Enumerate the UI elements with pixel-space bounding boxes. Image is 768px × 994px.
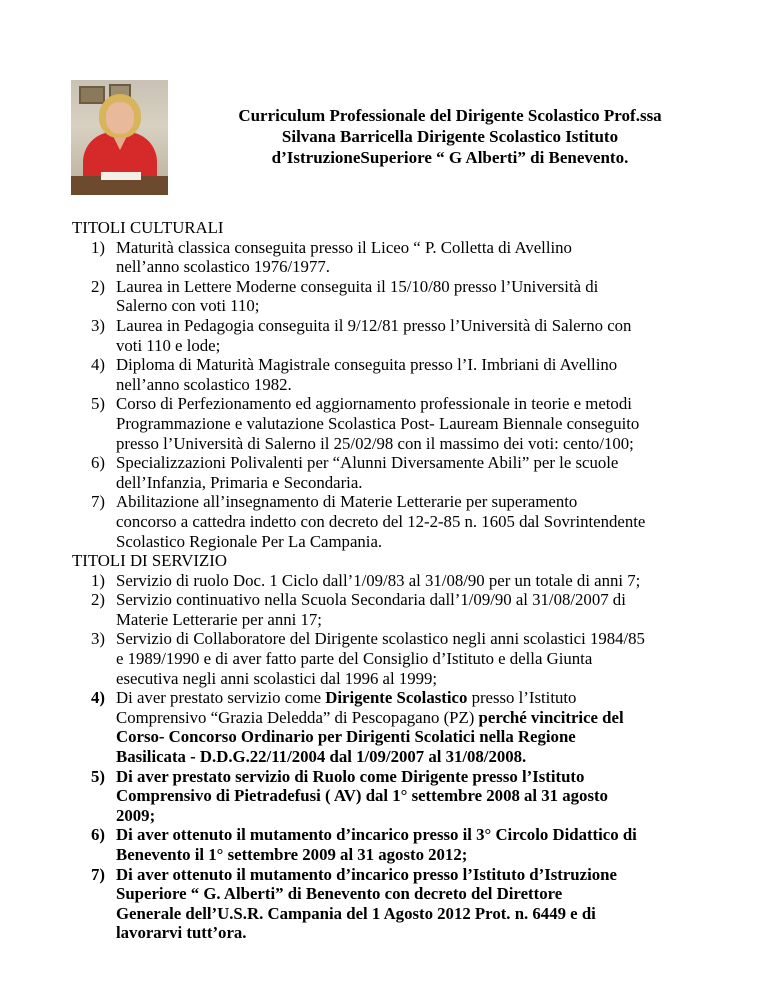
list-item-line: Abilitazione all’insegnamento di Materie Letterarie per superamento <box>116 492 578 512</box>
list-item-line: nell’anno scolastico 1976/1977. <box>116 257 330 277</box>
title-line: Silvana Barricella Dirigente Scolastico Istituto <box>281 127 619 146</box>
title-line: d’IstruzioneSuperiore “ G Alberti” di Benevento. <box>271 148 629 167</box>
list-item-line: Diploma di Maturità Magistrale conseguita presso l’I. Imbriani di Avellino <box>116 355 618 375</box>
section-heading: TITOLI CULTURALI <box>72 218 224 237</box>
list-item-number: 3) <box>91 315 105 335</box>
list-item <box>72 316 752 355</box>
list-item <box>72 453 752 492</box>
list-item <box>72 355 752 394</box>
list-item <box>72 825 752 864</box>
list-item-line <box>116 747 752 767</box>
list-item-line <box>116 688 752 708</box>
list-item-line: e 1989/1990 e di aver fatto parte del Consiglio d’Istituto e della Giunta <box>116 649 593 669</box>
list-item-line: 2009; <box>116 805 156 825</box>
list-item-number: 5) <box>91 394 105 414</box>
list-item-number: 6) <box>91 825 105 845</box>
list-item-number: 7) <box>91 492 105 512</box>
text-segment: Comprensivo “Grazia Deledda” di Pescopagano (PZ) <box>116 707 479 727</box>
list-item-line: nell’anno scolastico 1982. <box>116 374 292 394</box>
list-item-line: Di aver ottenuto il mutamento d’incarico presso il 3° Circolo Didattico di <box>116 825 637 845</box>
text-segment: perché vincitrice del <box>478 707 624 727</box>
list-item-number: 4) <box>91 355 105 375</box>
list-item-line <box>116 708 752 728</box>
photo-figure-face <box>106 102 134 134</box>
wall-frame <box>79 86 105 104</box>
list-item-line: Di aver ottenuto il mutamento d’incarico presso l’Istituto d’Istruzione <box>116 864 617 884</box>
list-item <box>72 277 752 316</box>
list-item-line: Servizio continuativo nella Scuola Secondaria dall’1/09/90 al 31/08/2007 di <box>116 590 626 610</box>
list-item <box>72 571 752 591</box>
list-item <box>72 629 752 688</box>
text-segment: Dirigente Scolastico <box>325 688 468 708</box>
list-item-line: Specializzazioni Polivalenti per “Alunni Diversamente Abili” per le scuole <box>116 453 619 473</box>
list-item-line: Comprensivo di Pietradefusi ( AV) dal 1° settembre 2008 al 31 agosto <box>116 786 608 806</box>
list-item-line: voti 110 e lode; <box>116 335 221 355</box>
list-item <box>72 394 752 453</box>
text-segment: Corso- Concorso Ordinario per Dirigenti Scolatici nella Regione <box>116 727 576 747</box>
list-item-line: Corso di Perfezionamento ed aggiornamento professionale in teorie e metodi <box>116 394 632 414</box>
document-title <box>200 105 700 168</box>
list-item-number: 1) <box>91 570 105 590</box>
list-item-line: lavorarvi tutt’ora. <box>116 923 247 943</box>
list-item-line: Servizio di ruolo Doc. 1 Ciclo dall’1/09/83 al 31/08/90 per un totale di anni 7; <box>116 570 641 590</box>
list-item-number: 3) <box>91 629 105 649</box>
list-item-line: Maturità classica conseguita presso il Liceo “ P. Colletta di Avellino <box>116 237 572 257</box>
list-item-number: 6) <box>91 453 105 473</box>
list-item-number: 5) <box>91 766 105 786</box>
list-item <box>72 590 752 629</box>
document-body <box>72 218 752 943</box>
profile-photo <box>71 80 168 195</box>
list-item-line: esecutiva negli anni scolastici dal 1996 al 1999; <box>116 668 438 688</box>
photo-paper <box>101 172 141 180</box>
text-segment: Di aver prestato servizio come <box>116 688 326 708</box>
list-item-line: Servizio di Collaboratore del Dirigente scolastico negli anni scolastici 1984/85 <box>116 629 645 649</box>
section-list <box>72 238 752 552</box>
list-item-number: 2) <box>91 276 105 296</box>
list-item-line: Benevento il 1° settembre 2009 al 31 agosto 2012; <box>116 845 468 864</box>
list-item-line: dell’Infanzia, Primaria e Secondaria. <box>116 472 363 492</box>
list-item-line: Scolastico Regionale Per La Campania. <box>116 531 383 551</box>
list-item-line: Superiore “ G. Alberti” di Benevento con decreto del Direttore <box>116 884 563 904</box>
list-item-line: Di aver prestato servizio di Ruolo come Dirigente presso l’Istituto <box>116 766 585 786</box>
list-item-line: concorso a cattedra indetto con decreto del 12-2-85 n. 1605 dal Sovrintendente <box>116 511 646 531</box>
list-item-number: 4) <box>91 688 105 708</box>
list-item <box>72 767 752 826</box>
list-item-line: presso l’Università di Salerno il 25/02/98 con il massimo dei voti: cento/100; <box>116 433 634 453</box>
list-item-line: Generale dell’U.S.R. Campania del 1 Agosto 2012 Prot. n. 6449 e di <box>116 903 596 923</box>
list-item-number: 7) <box>91 864 105 884</box>
section-heading: TITOLI DI SERVIZIO <box>72 551 227 571</box>
title-line: Curriculum Professionale del Dirigente Scolastico Prof.ssa <box>238 106 662 125</box>
list-item-number: 1) <box>91 237 105 257</box>
list-item <box>72 688 752 766</box>
section-list <box>72 571 752 943</box>
list-item-line: Programmazione e valutazione Scolastica Post- Lauream Biennale conseguito <box>116 413 640 433</box>
list-item-line: Laurea in Pedagogia conseguita il 9/12/81 presso l’Università di Salerno con <box>116 315 632 335</box>
list-item <box>72 865 752 943</box>
list-item-number: 2) <box>91 590 105 610</box>
text-segment: Basilicata - D.D.G.22/11/2004 dal 1/09/2007 al 31/08/2008. <box>116 747 527 767</box>
list-item-line: Materie Letterarie per anni 17; <box>116 609 322 629</box>
list-item-line: Salerno con voti 110; <box>116 296 260 316</box>
list-item-line <box>116 727 752 747</box>
list-item <box>72 238 752 277</box>
list-item <box>72 492 752 551</box>
text-segment: presso l’Istituto <box>467 688 577 708</box>
list-item-line: Laurea in Lettere Moderne conseguita il 15/10/80 presso l’Università di <box>116 276 599 296</box>
